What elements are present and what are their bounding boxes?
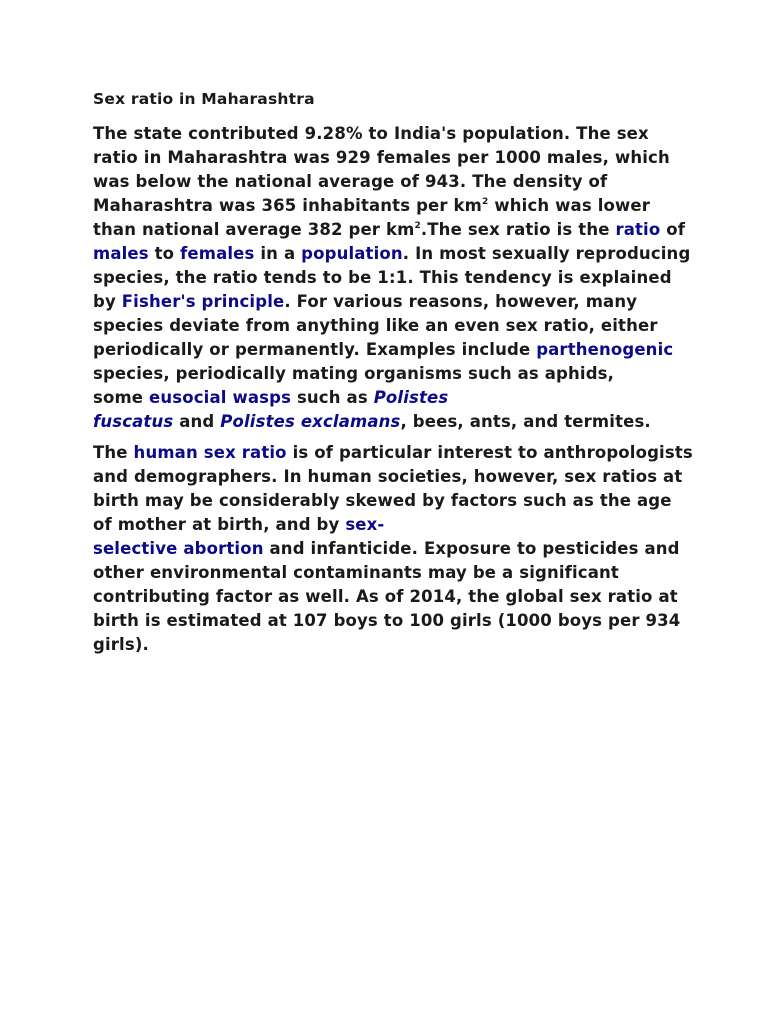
text-span: which was lower than national average 382 per km bbox=[93, 196, 651, 239]
text-span: . For various reasons, however, many species deviate from anything like an even sex ratio, either periodically or permanently. Examples include bbox=[93, 292, 658, 359]
link-sex-selective-abortion-part1[interactable]: sex- bbox=[345, 515, 385, 534]
text-span: species, periodically mating organisms such as aphids, bbox=[93, 364, 615, 383]
link-polistes-fuscatus-part2[interactable]: fuscatus bbox=[93, 412, 174, 431]
text-span: to bbox=[148, 244, 181, 263]
text-span: and infanticide. Exposure to pesticides and other environmental contaminants may be a significant contributing factor as well. As of 2014, the global sex ratio at birth is estimated at 107 boys to 100 girls (1000 boys per 934 girls). bbox=[93, 539, 681, 654]
link-polistes-fuscatus-part1[interactable]: Polistes bbox=[373, 388, 449, 407]
link-ratio[interactable]: ratio bbox=[615, 220, 661, 239]
document-page bbox=[93, 88, 693, 664]
paragraph-human-sex-ratio bbox=[93, 441, 693, 657]
link-human-sex-ratio[interactable]: human sex ratio bbox=[133, 443, 287, 462]
link-polistes-exclamans[interactable]: Polistes exclamans bbox=[220, 412, 401, 431]
link-eusocial-wasps[interactable]: eusocial wasps bbox=[149, 388, 292, 407]
text-span: and bbox=[173, 412, 221, 431]
text-span: of bbox=[660, 220, 686, 239]
text-span: some bbox=[93, 388, 150, 407]
text-span: , bees, ants, and termites. bbox=[400, 412, 651, 431]
link-population[interactable]: population bbox=[301, 244, 403, 263]
link-fishers-principle[interactable]: Fisher's principle bbox=[121, 292, 285, 311]
text-span: is of particular interest to anthropologists and demographers. In human societies, however, sex ratios at birth may be considerably skewed by factors such as the age of mother at birth, and by bbox=[93, 443, 693, 534]
text-span: .The sex ratio is the bbox=[420, 220, 616, 239]
link-sex-selective-abortion-part2[interactable]: selective abortion bbox=[93, 539, 264, 558]
paragraph-maharashtra bbox=[93, 122, 693, 434]
text-span: such as bbox=[291, 388, 374, 407]
link-parthenogenic[interactable]: parthenogenic bbox=[536, 340, 674, 359]
text-span: in a bbox=[254, 244, 302, 263]
superscript: 2 bbox=[482, 197, 489, 207]
text-span: The bbox=[93, 443, 134, 462]
text-span: . In most sexually reproducing species, the ratio tends to be 1:1. This tendency is explained by bbox=[93, 244, 691, 311]
superscript: 2 bbox=[414, 221, 421, 231]
text-span: The state contributed 9.28% to India's population. The sex ratio in Maharashtra was 929 females per 1000 males, which was below the national average of 943. The density of Maharashtra was 365 inhabitants per km bbox=[93, 124, 670, 215]
link-males[interactable]: males bbox=[93, 244, 149, 263]
document-title: Sex ratio in Maharashtra bbox=[93, 90, 315, 108]
link-females[interactable]: females bbox=[180, 244, 255, 263]
